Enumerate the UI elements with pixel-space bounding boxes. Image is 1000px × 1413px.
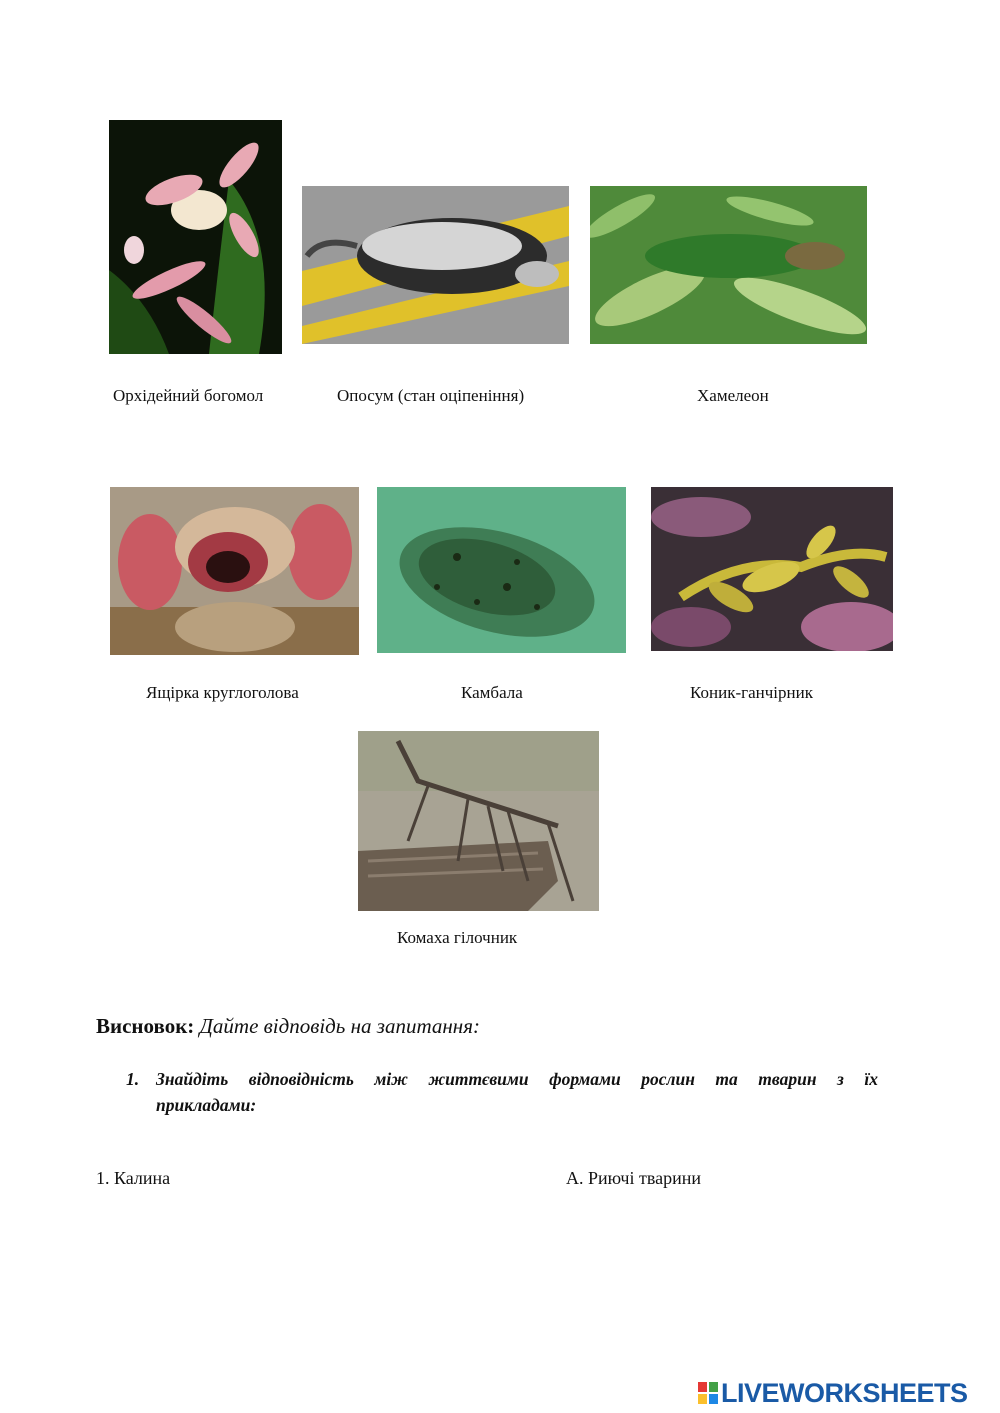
flounder-photo <box>377 487 626 653</box>
opossum-photo <box>302 186 569 344</box>
logo-square-red <box>697 1381 708 1393</box>
chameleon-photo <box>590 186 867 344</box>
leafy-seadragon-photo <box>651 487 893 651</box>
conclusion-heading <box>96 1014 480 1039</box>
conclusion-label: Висновок: <box>96 1014 195 1038</box>
flounder-caption: Камбала <box>461 683 523 702</box>
frilled-lizard-caption: Ящірка круглоголова <box>146 683 299 702</box>
stick-insect-photo <box>358 731 599 911</box>
stick-insect-caption: Комаха гілочник <box>397 928 518 947</box>
orchid-mantis-caption: Орхідейний богомол <box>113 386 264 405</box>
leafy-seadragon-caption: Коник-ганчірник <box>690 683 813 702</box>
match-right-item: А. Риючі тварини <box>566 1168 701 1188</box>
question-text: Знайдіть відповідність між життєвими формами рослин та тварин з їх прикладами: <box>156 1069 878 1115</box>
liveworksheets-logo <box>697 1379 968 1407</box>
liveworksheets-mark-icon <box>697 1381 719 1405</box>
orchid-mantis-photo <box>109 120 282 354</box>
liveworksheets-text: LIVEWORKSHEETS <box>721 1377 968 1408</box>
frilled-lizard-photo <box>110 487 359 655</box>
logo-square-yellow <box>697 1393 708 1405</box>
match-left-item: 1. Калина <box>96 1168 171 1188</box>
logo-square-green <box>708 1381 719 1393</box>
opossum-caption: Опосум (стан оціпеніння) <box>337 386 525 405</box>
question-1 <box>126 1066 878 1118</box>
question-number: 1. <box>126 1069 140 1089</box>
conclusion-prompt: Дайте відповідь на запитання: <box>199 1014 480 1038</box>
chameleon-caption: Хамелеон <box>697 386 769 405</box>
logo-square-blue <box>708 1393 719 1405</box>
